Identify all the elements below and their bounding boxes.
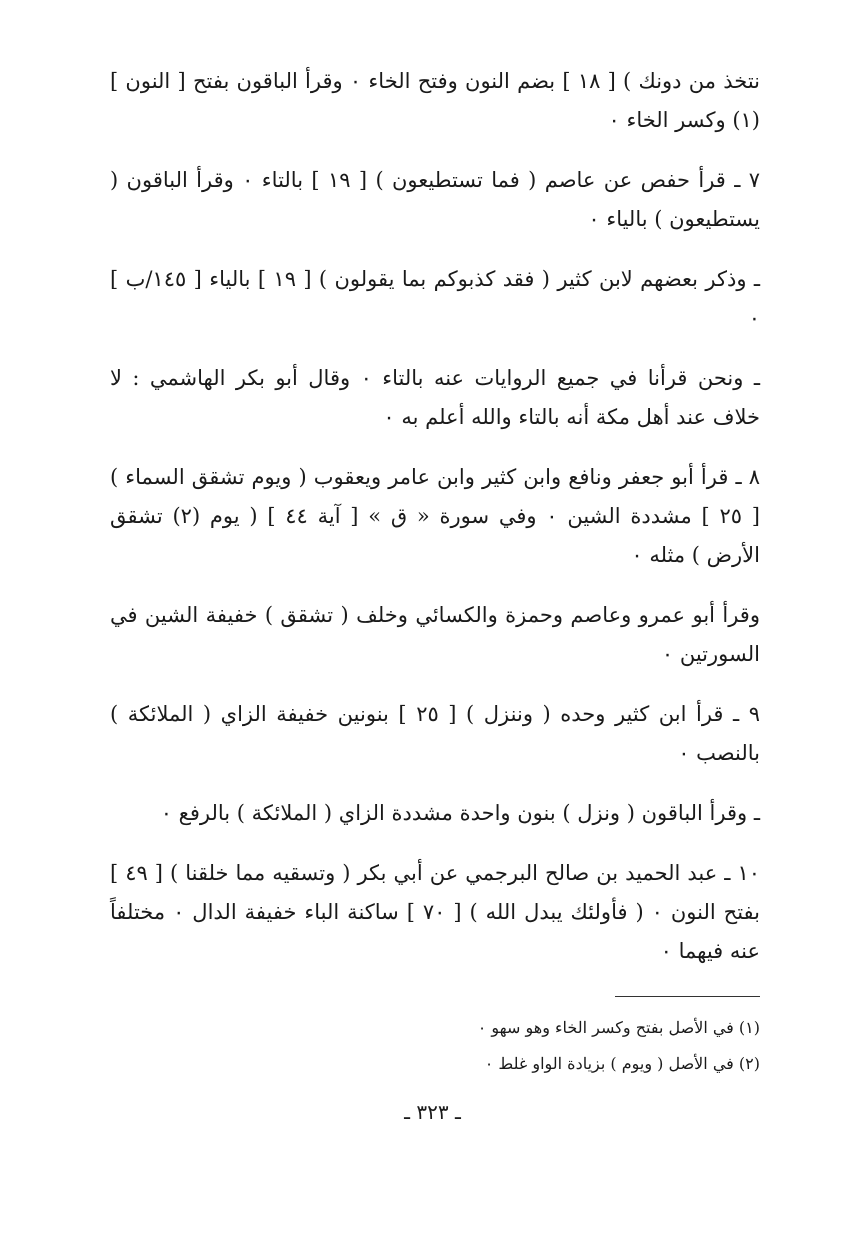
paragraph-9-others: ـ وقرأ الباقون ( ونزل ) بنون واحدة مشددة الزاي ( الملائكة ) بالرفع ٠	[160, 801, 760, 825]
footnote-divider	[615, 996, 760, 997]
paragraph-8: ٨ ـ قرأ أبو جعفر ونافع وابن كثير وابن عامر ويعقوب ( ويوم تشقق السماء ) [ ٢٥ ] مشددة الشين ٠ وفي سورة « ق » [ آية ٤٤ ] ( يوم (٢) تشقق الأرض ) مثله ٠	[110, 465, 760, 567]
footnotes	[110, 1010, 760, 1082]
footnote-1: (١) في الأصل بفتح وكسر الخاء وهو سهو ٠	[477, 1018, 760, 1037]
paragraph-7-note-ibn-kathir: ـ وذكر بعضهم لابن كثير ( فقد كذبوكم بما يقولون ) [ ١٩ ] بالياء [ ١٤٥/ب ] ٠	[110, 267, 760, 330]
paragraph-9: ٩ ـ قرأ ابن كثير وحده ( وننزل ) [ ٢٥ ] بنونين خفيفة الزاي ( الملائكة ) بالنصب ٠	[110, 702, 761, 765]
paragraph-10: ١٠ ـ عبد الحميد بن صالح البرجمي عن أبي بكر ( وتسقيه مما خلقنا ) [ ٤٩ ] بفتح النون ٠ ( فأولئك يبدل الله ) [ ٧٠ ] ساكنة الباء خفيفة الدال ٠ مختلفاً عنه فيهما ٠	[110, 861, 760, 963]
paragraph-7-note-hashimi: ـ ونحن قرأنا في جميع الروايات عنه بالتاء ٠ وقال أبو بكر الهاشمي : لا خلاف عند أهل مكة أنه بالتاء والله أعلم به ٠	[110, 366, 761, 429]
page-number: ـ ٣٢٣ ـ	[404, 1100, 461, 1124]
main-text	[110, 62, 760, 992]
paragraph-8-others: وقرأ أبو عمرو وعاصم وحمزة والكسائي وخلف ( تشقق ) خفيفة الشين في السورتين ٠	[110, 603, 760, 666]
paragraph-7: ٧ ـ قرأ حفص عن عاصم ( فما تستطيعون ) [ ١٩ ] بالتاء ٠ وقرأ الباقون ( يستطيعون ) بالياء ٠	[110, 168, 760, 231]
footnote-2: (٢) في الأصل ( ويوم ) بزيادة الواو غلط ٠	[484, 1054, 760, 1073]
paragraph-continuation: نتخذ من دونك ) [ ١٨ ] بضم النون وفتح الخاء ٠ وقرأ الباقون بفتح [ النون ] (١) وكسر الخاء ٠	[110, 69, 760, 132]
